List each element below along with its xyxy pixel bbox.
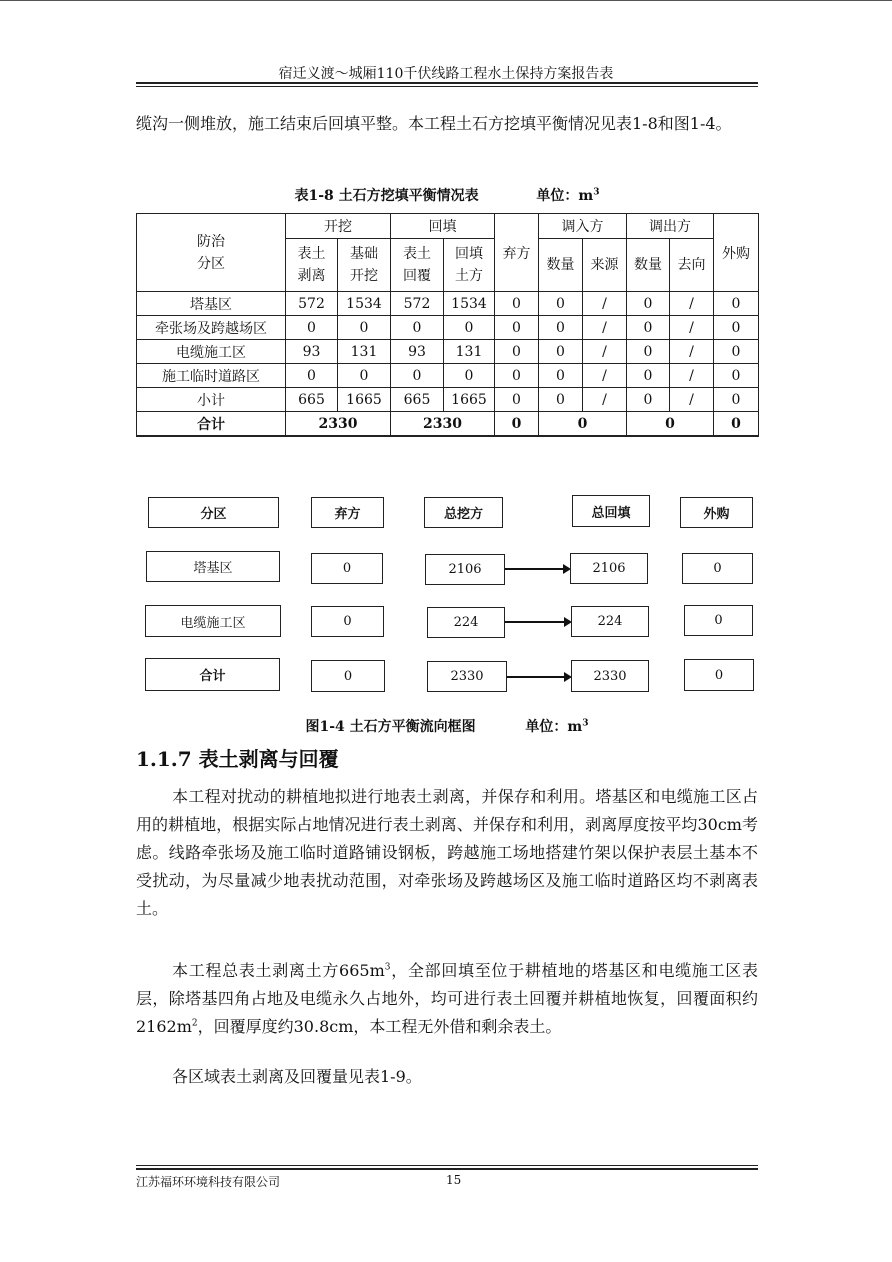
cell-diaoru-laiyuan: /	[583, 340, 627, 364]
cell-huitian-tufang: 0	[444, 364, 495, 388]
header-jichu-kaiwa: 基础开挖	[338, 239, 391, 292]
cell-kaiwa-biaotu: 0	[286, 364, 338, 388]
table-caption-unit: 单位：m	[536, 188, 594, 204]
paragraph-3: 各区域表土剥离及回覆量见表1-9。	[172, 1067, 422, 1086]
cell-diaochu-shuliang: 0	[627, 340, 670, 364]
paragraph-2: 本工程总表土剥离土方$665m^3$，全部回填至位于耕植地的塔基区和电缆施工区表层，除塔基四角占地及电缆永久占地外，均可进行表土回覆并耕植地恢复，回覆面积约$2162m^2$，回覆厚度约30.8cm，本工程无外借和剩余表土。	[136, 961, 758, 1036]
total-diaoru: 0	[539, 412, 627, 437]
cell-waigou: 0	[714, 364, 759, 388]
total-kaiwa: 2330	[286, 412, 391, 437]
header-waigou: 外购	[714, 214, 759, 292]
cell-kaiwa-jichu: 1665	[338, 388, 391, 412]
header-qifang: 弃方	[495, 214, 539, 292]
section-heading: 1.1.7 表土剥离与回覆	[136, 747, 339, 771]
cell-waigou: 0	[714, 292, 759, 316]
cell-diaoru-shuliang: 0	[539, 340, 583, 364]
cell-diaoru-laiyuan: /	[583, 364, 627, 388]
cell-zone: 小计	[137, 388, 286, 412]
flow-header-waigou: 外购	[680, 497, 753, 528]
footer-company: 江苏福环环境科技有限公司	[136, 1175, 281, 1189]
flow-header-zone: 分区	[148, 497, 279, 528]
table-row	[137, 388, 759, 412]
total-label: 合计	[137, 412, 286, 437]
cell-waigou: 0	[714, 316, 759, 340]
flow-waigou-dianlan: 0	[684, 605, 753, 636]
flow-header-zonghuitian: 总回填	[572, 495, 650, 527]
header-biaotu-huifu: 表土回覆	[391, 239, 444, 292]
flow-zongwa-heji: 2330	[427, 661, 507, 692]
flow-zonghuitian-heji: 2330	[571, 660, 649, 692]
cell-kaiwa-biaotu: 93	[286, 340, 338, 364]
total-diaochu: 0	[627, 412, 714, 437]
cell-qifang: 0	[495, 316, 539, 340]
cell-huitian-biaotu: 0	[391, 364, 444, 388]
flow-zongwa-tajiqu: 2106	[425, 554, 505, 585]
cell-diaoru-shuliang: 0	[539, 292, 583, 316]
table-total-row	[137, 412, 759, 437]
total-waigou: 0	[714, 412, 759, 437]
cell-diaochu-quxiang: /	[670, 316, 714, 340]
header-diaochu: 调出方	[627, 214, 714, 239]
cell-huitian-tufang: 131	[444, 340, 495, 364]
total-huitian: 2330	[391, 412, 495, 437]
cell-diaoru-shuliang: 0	[539, 364, 583, 388]
header-rule	[136, 82, 758, 84]
cell-kaiwa-biaotu: 572	[286, 292, 338, 316]
header-laiyuan: 来源	[583, 239, 627, 292]
flow-arrow-dianlan	[505, 621, 570, 623]
table-row	[137, 292, 759, 316]
table-caption	[136, 185, 758, 205]
page-number: 15	[446, 1173, 462, 1187]
cell-diaochu-shuliang: 0	[627, 316, 670, 340]
cell-qifang: 0	[495, 388, 539, 412]
cell-huitian-biaotu: 93	[391, 340, 444, 364]
flow-qifang-dianlan: 0	[311, 606, 384, 637]
earthwork-balance-table	[136, 213, 759, 437]
table-caption-title: 表1-8 土石方挖填平衡情况表	[294, 188, 479, 204]
cell-kaiwa-biaotu: 0	[286, 316, 338, 340]
cell-kaiwa-jichu: 1534	[338, 292, 391, 316]
figure-caption-title: 图1-4 土石方平衡流向框图	[305, 719, 476, 735]
cell-zone: 塔基区	[137, 292, 286, 316]
table-row	[137, 316, 759, 340]
flow-zonghuitian-dianlan: 224	[571, 606, 649, 637]
cell-huitian-tufang: 1665	[444, 388, 495, 412]
cell-diaoru-laiyuan: /	[583, 388, 627, 412]
cell-diaochu-quxiang: /	[670, 292, 714, 316]
cell-diaochu-quxiang: /	[670, 364, 714, 388]
flow-zone-dianlan: 电缆施工区	[145, 605, 281, 637]
paragraph-1: 本工程对扰动的耕植地拟进行地表土剥离，并保存和利用。塔基区和电缆施工区占用的耕植地，根据实际占地情况进行表土剥离、并保存和利用，剥离厚度按平均30cm考虑。线路牵张场及施工临时道路铺设钢板，跨越施工场地搭建竹架以保护表层土基本不受扰动，为尽量减少地表扰动范围，对牵张场及跨越场区及施工临时道路区均不剥离表土。	[136, 787, 758, 918]
cell-kaiwa-jichu: 0	[338, 364, 391, 388]
flow-arrow-tajiqu	[505, 568, 569, 570]
flow-zone-heji: 合计	[145, 658, 280, 691]
cell-diaoru-shuliang: 0	[539, 316, 583, 340]
figure-caption	[136, 716, 758, 736]
figure-caption-unit: 单位：m	[525, 719, 583, 735]
cell-diaochu-shuliang: 0	[627, 292, 670, 316]
flow-qifang-heji: 0	[311, 660, 385, 692]
flow-zongwa-dianlan: 224	[427, 607, 505, 638]
cell-huitian-tufang: 0	[444, 316, 495, 340]
cell-qifang: 0	[495, 340, 539, 364]
cell-huitian-tufang: 1534	[444, 292, 495, 316]
header-quxiang: 去向	[670, 239, 714, 292]
header-biaotu-boli: 表土剥离	[286, 239, 338, 292]
cell-waigou: 0	[714, 388, 759, 412]
table-row	[137, 364, 759, 388]
header-huitian-tufang: 回填土方	[444, 239, 495, 292]
cell-zone: 牵张场及跨越场区	[137, 316, 286, 340]
footer-rule-thin	[136, 1165, 758, 1166]
header-shuliang-in: 数量	[539, 239, 583, 292]
cell-diaochu-shuliang: 0	[627, 364, 670, 388]
flow-waigou-tajiqu: 0	[682, 553, 753, 584]
table-caption-unit-sup: 3	[593, 187, 600, 198]
cell-qifang: 0	[495, 364, 539, 388]
cell-diaoru-shuliang: 0	[539, 388, 583, 412]
figure-caption-unit-sup: 3	[582, 718, 589, 729]
flow-zone-tajiqu: 塔基区	[146, 551, 280, 582]
cell-huitian-biaotu: 665	[391, 388, 444, 412]
cell-waigou: 0	[714, 340, 759, 364]
header-huitian: 回填	[391, 214, 495, 239]
cell-huitian-biaotu: 0	[391, 316, 444, 340]
table-row	[137, 340, 759, 364]
header-shuliang-out: 数量	[627, 239, 670, 292]
total-qifang: 0	[495, 412, 539, 437]
cell-diaoru-laiyuan: /	[583, 316, 627, 340]
flow-waigou-heji: 0	[684, 659, 754, 691]
cell-zone: 施工临时道路区	[137, 364, 286, 388]
flow-zonghuitian-tajiqu: 2106	[570, 553, 648, 584]
page-header: 宿迁义渡～城厢110千伏线路工程水土保持方案报告表	[278, 66, 614, 82]
cell-huitian-biaotu: 572	[391, 292, 444, 316]
header-zone: 防治分区	[137, 214, 286, 292]
cell-diaochu-quxiang: /	[670, 388, 714, 412]
flow-header-qifang: 弃方	[311, 497, 384, 528]
cell-qifang: 0	[495, 292, 539, 316]
cell-kaiwa-jichu: 0	[338, 316, 391, 340]
cell-zone: 电缆施工区	[137, 340, 286, 364]
flow-header-zongwa: 总挖方	[424, 497, 503, 528]
intro-paragraph: 缆沟一侧堆放，施工结束后回填平整。本工程土石方挖填平衡情况见表1-8和图1-4。	[136, 114, 732, 133]
cell-diaoru-laiyuan: /	[583, 292, 627, 316]
cell-kaiwa-biaotu: 665	[286, 388, 338, 412]
header-kaiwa: 开挖	[286, 214, 391, 239]
cell-kaiwa-jichu: 131	[338, 340, 391, 364]
page-top-border	[0, 0, 892, 1]
flow-arrow-heji	[507, 676, 570, 678]
cell-diaochu-quxiang: /	[670, 340, 714, 364]
header-diaoru: 调入方	[539, 214, 627, 239]
footer-rule	[136, 1168, 758, 1170]
flow-qifang-tajiqu: 0	[311, 553, 383, 584]
header-rule-thin	[136, 86, 758, 87]
cell-diaochu-shuliang: 0	[627, 388, 670, 412]
